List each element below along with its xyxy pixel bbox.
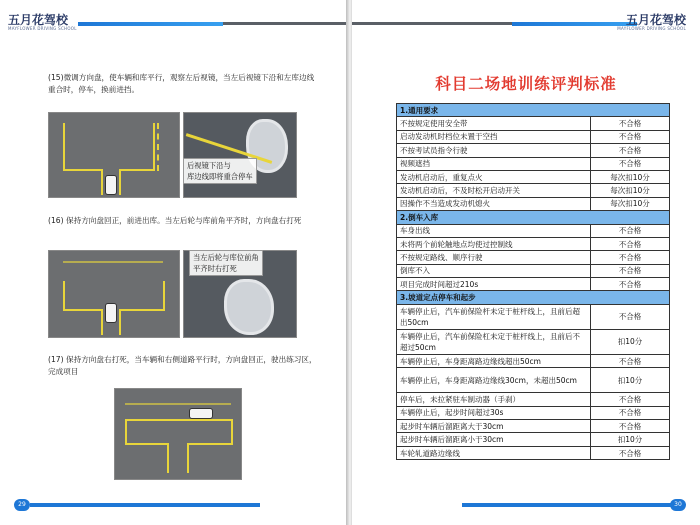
step-15-mirror-photo [183, 112, 297, 198]
table-row [397, 420, 670, 433]
rule-result: 不合格 [591, 354, 670, 367]
rule-item: 车轮轧道路边缘线 [397, 446, 591, 459]
table-row [397, 278, 670, 291]
table-row [397, 251, 670, 264]
table-row [397, 170, 670, 183]
rule-result: 不合格 [591, 278, 670, 291]
rule-item: 起步时车辆后溜距离大于30cm [397, 420, 591, 433]
rule-result: 不合格 [591, 406, 670, 419]
table-row [397, 329, 670, 354]
section-title: 1.通用要求 [397, 104, 670, 117]
rule-result: 不合格 [591, 237, 670, 250]
rule-result: 不合格 [591, 117, 670, 130]
rule-result: 不合格 [591, 224, 670, 237]
rule-result: 扣10分 [591, 329, 670, 354]
rule-item: 车身出线 [397, 224, 591, 237]
step-16-text: (16) 保持方向盘回正，前进出库。当左后轮与库前角平齐时，方向盘右打死 [48, 216, 302, 225]
section-title: 2.倒车入库 [397, 211, 670, 224]
page-number: 29 [14, 499, 30, 511]
table-row [397, 406, 670, 419]
table-row [397, 433, 670, 446]
rule-item: 发动机启动后，重复点火 [397, 170, 591, 183]
right-page [352, 0, 700, 525]
table-row [397, 368, 670, 393]
rule-result: 不合格 [591, 251, 670, 264]
rule-item: 倒库不入 [397, 264, 591, 277]
rule-result: 不合格 [591, 393, 670, 406]
table-row [397, 197, 670, 210]
rule-item: 项目完成时间超过210s [397, 278, 591, 291]
rule-item: 车辆停止后，汽车前保险杠未定于桩杆线上，且前后不超过50cm [397, 329, 591, 354]
header-accent-bar [78, 22, 223, 26]
rule-item: 因操作不当造成发动机熄火 [397, 197, 591, 210]
table-row [397, 144, 670, 157]
footer-accent-bar [30, 503, 260, 507]
rule-result: 不合格 [591, 304, 670, 329]
page-title: 科目二场地训练评判标准 [435, 75, 617, 93]
header-gray-bar [352, 22, 512, 25]
rule-item: 不按规定路线、顺序行驶 [397, 251, 591, 264]
table-row [397, 184, 670, 197]
table-row [397, 446, 670, 459]
rule-item: 车辆停止后，汽车前保险杆未定于桩杆线上，且前后超出50cm [397, 304, 591, 329]
rule-item: 车辆停止后，车身距离路边缘线30cm，未超出50cm [397, 368, 591, 393]
rule-result: 不合格 [591, 264, 670, 277]
step-16-callout: 当左后轮与库位前角 平齐时右打死 [189, 250, 263, 276]
rule-result: 扣10分 [591, 433, 670, 446]
rule-result: 扣10分 [591, 368, 670, 393]
step-17-diagram-photo [114, 388, 242, 480]
table-row [397, 237, 670, 250]
rule-item: 未将两个前轮触地点均使过控制线 [397, 237, 591, 250]
table-row [397, 393, 670, 406]
step-15-text: (15)微调方向盘，使车辆和库平行，观察左后视镜，当左后视镜下沿和左库边线重合时，停车，换前进挡。 [48, 73, 315, 94]
side-mirror-icon [224, 279, 274, 335]
table-row [397, 224, 670, 237]
rule-item: 视频遮挡 [397, 157, 591, 170]
left-page [0, 0, 348, 525]
table-row [397, 264, 670, 277]
page-number: 30 [670, 499, 686, 511]
table-section-header [397, 291, 670, 304]
rule-result: 不合格 [591, 130, 670, 143]
school-logo-subtitle: MAYFLOWER DRIVING SCHOOL [617, 26, 686, 31]
school-logo: 五月花驾校 [8, 13, 69, 27]
rule-item: 停车后，未拉紧驻车制动器（手刹） [397, 393, 591, 406]
rule-result: 不合格 [591, 446, 670, 459]
rule-result: 不合格 [591, 420, 670, 433]
rule-item: 车辆停止后，车身距离路边缘线超出50cm [397, 354, 591, 367]
step-15-callout: 后视镜下沿与 库边线即将重合停车 [183, 158, 257, 184]
step-16-diagram-photo [48, 250, 180, 338]
rule-item: 发动机启动后，不及时松开启动开关 [397, 184, 591, 197]
rule-result: 每次扣10分 [591, 184, 670, 197]
scoring-rules-table [396, 103, 670, 460]
rule-result: 每次扣10分 [591, 170, 670, 183]
car-icon [105, 175, 117, 195]
rule-item: 起步时车辆后溜距离小于30cm [397, 433, 591, 446]
table-row [397, 157, 670, 170]
step-17-text: (17) 保持方向盘右打死，当车辆和右侧道路平行时，方向盘回正，驶出练习区，完成项目 [48, 355, 317, 376]
school-logo: 五月花驾校 [625, 13, 686, 27]
rule-result: 每次扣10分 [591, 197, 670, 210]
school-logo-subtitle: MAYFLOWER DRIVING SCHOOL [8, 26, 77, 31]
car-icon [105, 303, 117, 323]
table-row [397, 354, 670, 367]
section-title: 3.坡道定点停车和起步 [397, 291, 670, 304]
table-row [397, 117, 670, 130]
table-section-header [397, 211, 670, 224]
table-section-header [397, 104, 670, 117]
table-row [397, 304, 670, 329]
rule-item: 不按考试员指令行驶 [397, 144, 591, 157]
rule-result: 不合格 [591, 157, 670, 170]
rule-item: 不按规定使用安全带 [397, 117, 591, 130]
step-15-diagram-photo [48, 112, 180, 198]
car-icon [189, 408, 213, 419]
rule-item: 车辆停止后，起步时间超过30s [397, 406, 591, 419]
rule-item: 启动发动机时档位未置于空挡 [397, 130, 591, 143]
header-gray-bar [223, 22, 348, 25]
rule-result: 不合格 [591, 144, 670, 157]
footer-accent-bar [462, 503, 672, 507]
table-row [397, 130, 670, 143]
